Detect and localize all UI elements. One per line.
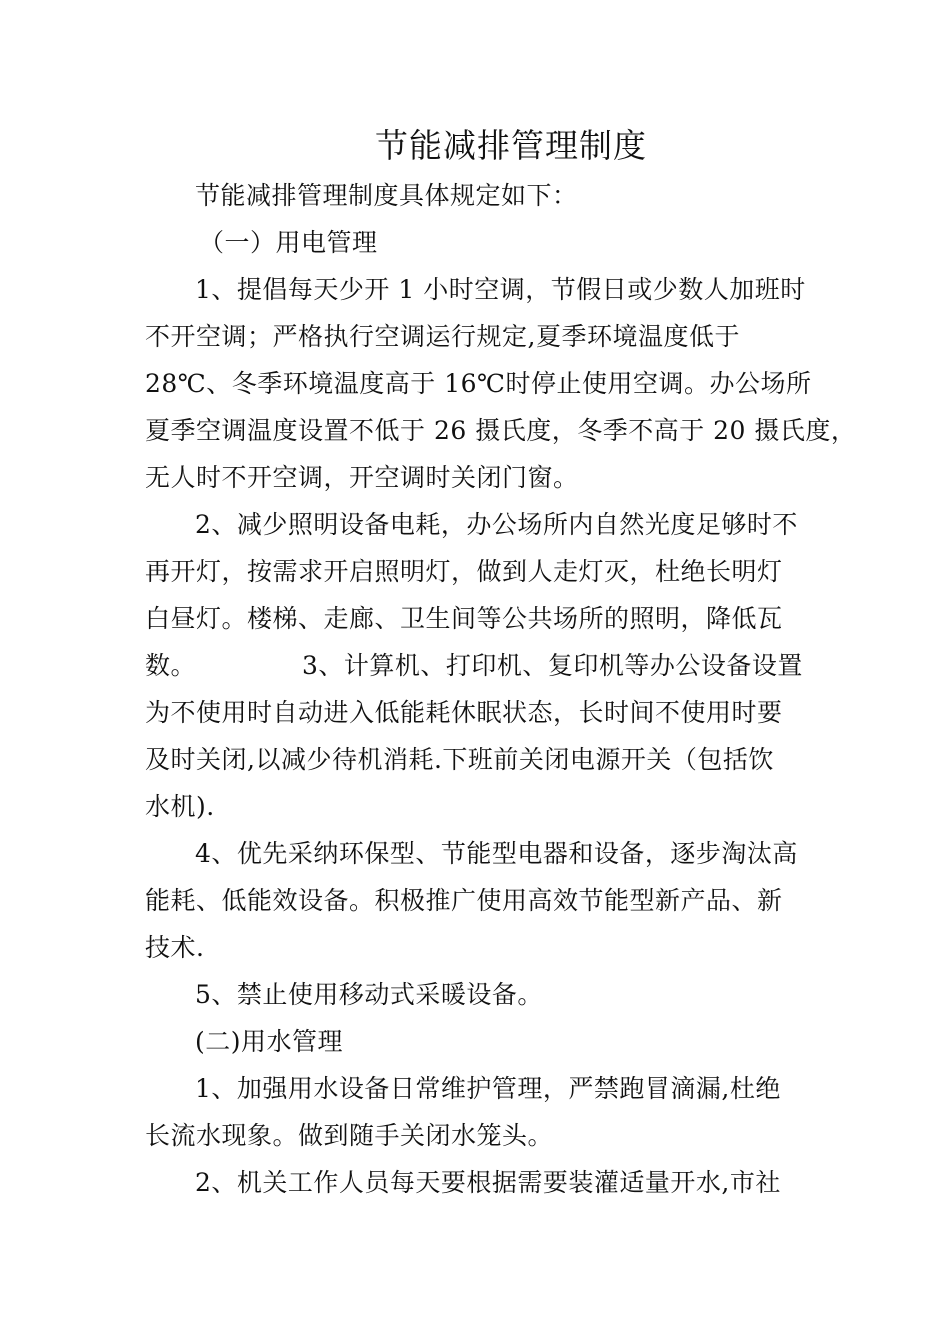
paragraph-line: 为不使用时自动进入低能耗休眠状态，长时间不使用时要 [145,698,783,727]
paragraph-line: 2、机关工作人员每天要根据需要装灌适量开水,市社 [195,1168,781,1197]
paragraph-fragment: 数。 [145,651,197,680]
paragraph-line-mixed [145,642,815,689]
intro-line: 节能减排管理制度具体规定如下： [195,181,578,210]
paragraph-line: 再开灯，按需求开启照明灯，做到人走灯灭，杜绝长明灯 [145,557,783,586]
paragraph-line: 2、减少照明设备电耗，办公场所内自然光度足够时不 [195,510,798,539]
paragraph-line: 能耗、低能效设备。积极推广使用高效节能型新产品、新 [145,886,783,915]
paragraph-line: 及时关闭,以减少待机消耗.下班前关闭电源开关（包括饮 [145,745,774,774]
document-body [145,172,857,1206]
paragraph-line: 技术. [145,933,205,962]
paragraph-line: 1、提倡每天少开 1 小时空调，节假日或少数人加班时 [195,275,806,304]
paragraph-line: 5、禁止使用移动式采暖设备。 [195,980,543,1009]
paragraph-line: 4、优先采纳环保型、节能型电器和设备，逐步淘汰高 [195,839,798,868]
section-heading-water: (二)用水管理 [195,1027,344,1056]
paragraph-line: 夏季空调温度设置不低于 26 摄氏度，冬季不高于 20 摄氏度， [145,416,857,445]
paragraph-line: 长流水现象。做到随手关闭水笼头。 [145,1121,554,1150]
paragraph-line: 白昼灯。楼梯、走廊、卫生间等公共场所的照明，降低瓦 [145,604,783,633]
document-title: 节能减排管理制度 [375,126,647,165]
paragraph-line: 水机). [145,792,215,821]
paragraph-line: 28℃、冬季环境温度高于 16℃时停止使用空调。办公场所 [145,369,812,398]
paragraph-fragment: 3、计算机、打印机、复印机等办公设备设置 [302,651,803,680]
paragraph-line: 无人时不开空调，开空调时关闭门窗。 [145,463,579,492]
paragraph-line: 1、加强用水设备日常维护管理，严禁跑冒滴漏,杜绝 [195,1074,781,1103]
paragraph-line: 不开空调；严格执行空调运行规定,夏季环境温度低于 [145,322,740,351]
section-heading-electricity: （一）用电管理 [199,228,378,257]
